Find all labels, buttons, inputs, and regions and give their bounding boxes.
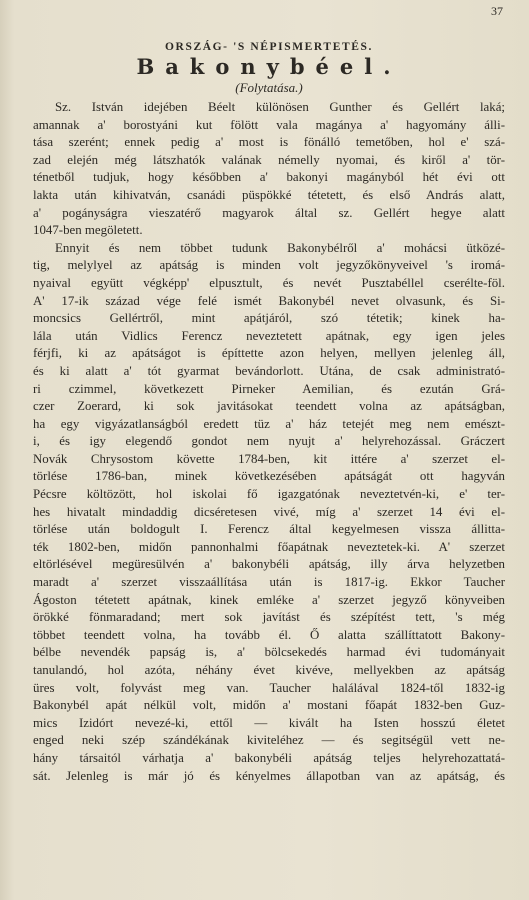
- text-line: maradt a' szerzet visszaállítása után is 1817-ig. Ekkor Taucher: [33, 575, 505, 590]
- text-line: törlése 1786-ban, minek következésében apátságát ott hagyván: [33, 469, 505, 484]
- text-line: Ágoston tétetett apátnak, kinek emléke a' szerzet jegyző könyveiben: [33, 592, 505, 607]
- text-line: moncsics Gellértről, mint apátjáról, szó tétetik; kinek ha-: [33, 311, 505, 326]
- text-line: tig, melylyel az apátság is minden volt jegyzőkönyveivel 's iromá-: [33, 258, 505, 273]
- text-line: üres volt, folyvást meg van. Taucher halálával 1824-től 1832-ig: [33, 680, 505, 695]
- text-line: nyaival együtt végképp' elpusztult, és nevét Pusztabéllel cserélte-föl.: [33, 275, 505, 290]
- text-line: zad elején még látszhatók valának némelly nyomai, és kiről a' tör-: [33, 152, 505, 167]
- text-line: lakta után kihivatván, csanádi püspökké tétetett, és első András alatt,: [33, 187, 505, 202]
- text-line: a' pogányságra vieszatérő magyarok által sz. Gellért hegye alatt: [33, 205, 505, 220]
- text-line: Novák Chrysostom követte 1784-ben, kit ittére a' szerzet el-: [33, 451, 505, 466]
- text-line: ha egy vigyázatlanságból eredett tüz a' ház tetejét meg nem emészt-: [33, 416, 505, 431]
- text-line: eltörlésével megüresülvén a' bakonybéli apátság, illy árva helyzetben: [33, 557, 505, 572]
- text-line: ténetből tudjuk, hogy későbben a' bakonyi magányból hét évi ott: [33, 170, 505, 185]
- text-line: enged neki szép szándékának kiviteléhez — és segitségül vett ne-: [33, 733, 505, 748]
- body-text: [33, 99, 505, 785]
- text-line: hes hivatalt mindaddig dicséretesen vivé, míg a' szerzet 14 évi el-: [33, 504, 505, 519]
- text-line: többet teendett volna, ha tovább él. Ő alatta szállíttatott Bakony-: [33, 627, 505, 642]
- text-line: czer Zoerard, ki sok javitásokat teendett volna az apátságban,: [33, 399, 505, 414]
- text-line: ték 1802-ben, midőn pannonhalmi főapátnak neveztetek-ki. A' szerzet: [33, 539, 505, 554]
- text-line: törlése után boldogult I. Ferencz által kegyelmesen vissza állitta-: [33, 522, 505, 537]
- text-line: Sz. István idejében Béelt különösen Gunther és Gellért laká;: [55, 100, 505, 114]
- section-title: ORSZÁG- 'S NÉPISMERTETÉS.: [165, 41, 373, 53]
- text-line: 1047-ben megöletett.: [33, 223, 143, 238]
- text-line: sát. Jelenleg is már jó és kényelmes állapotban van az apátság, és: [33, 768, 505, 783]
- text-line: Ennyit és nem többet tudunk Bakonybélről a' mohácsi ütközé-: [55, 240, 505, 255]
- article-subtitle: (Folytatása.): [235, 80, 303, 95]
- paragraph: [33, 99, 505, 240]
- paragraph: [33, 240, 505, 785]
- text-line: lála után Vidlics Ferencz neveztetett apátnak, egy igen jeles: [33, 328, 505, 343]
- text-line: és ki alatt a' tót gyarmat bevándorlott. Utána, de csak administrató-: [33, 363, 505, 378]
- text-line: A' 17-ik század vége felé ismét Bakonybél nevet olvasunk, és Si-: [33, 293, 505, 308]
- text-line: i, és igy elegendő gondot nem nyujt a' helyrehozással. Gráczert: [33, 434, 505, 449]
- text-line: ri czimmel, következett Pirneker Aemilian, és ezután Grá-: [33, 381, 505, 396]
- text-line: hány társaitól várhatja a' bakonybéli apátság teljes helyrehozattatá-: [33, 750, 505, 765]
- text-line: tanulandó, hol azóta, néhány évet kivéve, mellyekben az apátság: [33, 663, 505, 677]
- text-line: amannak a' borostyáni kut fölött vala magánya a' hagyomány álli-: [33, 117, 505, 132]
- page-number: 37: [491, 4, 503, 18]
- text-line: Bakonybél apát nélkül volt, midőn a' mostani főapát 1832-ben Guz-: [33, 698, 505, 713]
- text-line: tása szerént; ennek pedig a' most is fönálló temetőben, hol e' szá-: [33, 135, 505, 150]
- text-line: örökké fönmaradand; mert sok javítást és szépítést tett, 's még: [33, 610, 505, 625]
- text-line: bélbe nevendék papság is, a' bölcsekedés harmad évi tudományait: [33, 645, 505, 660]
- text-line: mics Izidórt nevezé-ki, ettől — kivált ha Isten hosszú életet: [33, 715, 505, 730]
- article-title: Bakonybéel.: [136, 54, 402, 79]
- text-line: férjfi, ki az apátságot is építtette azon helyen, mellyen jelenleg áll,: [33, 346, 505, 361]
- text-line: Pécsre költözött, hol iskolai fő igazgatónak neveztetvén-ki, e' ter-: [33, 487, 505, 502]
